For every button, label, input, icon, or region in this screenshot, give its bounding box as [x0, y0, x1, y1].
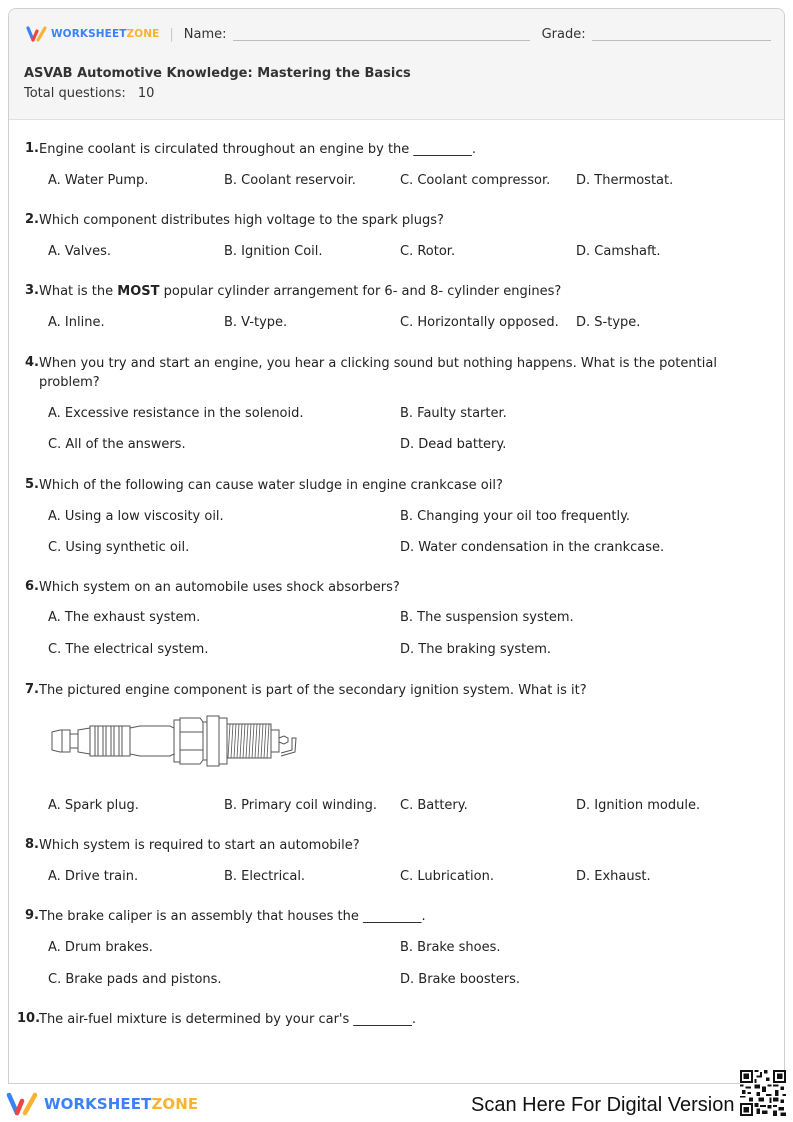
- option-b[interactable]: B. V-type.: [224, 315, 288, 330]
- option-c[interactable]: C. The electrical system.: [48, 642, 209, 657]
- header-row: [26, 26, 771, 42]
- option-a[interactable]: A. Spark plug.: [48, 798, 139, 813]
- option-c[interactable]: C. Rotor.: [400, 244, 456, 259]
- question-number: 5.: [25, 477, 39, 492]
- question-number: 1.: [25, 141, 39, 156]
- scan-for-digital-text: Scan Here For Digital Version: [471, 1094, 735, 1116]
- question-number: 3.: [25, 283, 39, 298]
- grade-field[interactable]: [592, 27, 771, 41]
- brand-part1: WORKSHEET: [44, 1095, 152, 1113]
- option-c[interactable]: C. Lubrication.: [400, 869, 494, 884]
- option-a[interactable]: A. Using a low viscosity oil.: [48, 509, 224, 524]
- worksheet-header: [9, 9, 784, 120]
- option-a[interactable]: A. The exhaust system.: [48, 610, 201, 625]
- total-label: Total questions:: [24, 86, 126, 101]
- option-c[interactable]: C. Using synthetic oil.: [48, 540, 190, 555]
- option-d[interactable]: D. Dead battery.: [400, 437, 507, 452]
- option-c[interactable]: C. All of the answers.: [48, 437, 186, 452]
- brand-part2: ZONE: [126, 28, 160, 40]
- question-number: 2.: [25, 212, 39, 227]
- option-d[interactable]: D. Brake boosters.: [400, 972, 520, 987]
- question-text: Which system on an automobile uses shock absorbers?: [39, 580, 400, 595]
- question-number: 8.: [25, 837, 39, 852]
- name-label: Name:: [183, 26, 227, 42]
- option-b[interactable]: B. Faulty starter.: [400, 406, 507, 421]
- worksheet-title: ASVAB Automotive Knowledge: Mastering the Basics: [24, 66, 411, 81]
- option-b[interactable]: B. Brake shoes.: [400, 940, 501, 955]
- question-text-post: popular cylinder arrangement for 6- and 8- cylinder engines?: [159, 284, 562, 299]
- brand-part1: WORKSHEET: [51, 28, 127, 40]
- worksheet-zone-logo-icon: [6, 1092, 40, 1116]
- option-a[interactable]: A. Water Pump.: [48, 173, 149, 188]
- option-d[interactable]: D. The braking system.: [400, 642, 552, 657]
- option-a[interactable]: A. Inline.: [48, 315, 105, 330]
- question-text: The pictured engine component is part of the secondary ignition system. What is it?: [39, 683, 587, 698]
- question-text-pre: What is the: [39, 284, 118, 299]
- option-c[interactable]: C. Horizontally opposed.: [400, 315, 559, 330]
- option-d[interactable]: D. Camshaft.: [576, 244, 661, 259]
- option-d[interactable]: D. Water condensation in the crankcase.: [400, 540, 665, 555]
- spark-plug-image: [40, 706, 305, 776]
- option-b[interactable]: B. Changing your oil too frequently.: [400, 509, 631, 524]
- question-number: 9.: [25, 908, 39, 923]
- question-text: Which of the following can cause water sludge in engine crankcase oil?: [39, 478, 503, 493]
- option-a[interactable]: A. Excessive resistance in the solenoid.: [48, 406, 304, 421]
- total-value: 10: [137, 86, 155, 101]
- option-a[interactable]: A. Drive train.: [48, 869, 139, 884]
- option-c[interactable]: C. Battery.: [400, 798, 468, 813]
- brand-name: [51, 28, 159, 40]
- question-text-emphasis: MOST: [117, 284, 160, 299]
- qr-code-icon[interactable]: [740, 1070, 786, 1116]
- brand-part2: ZONE: [151, 1095, 199, 1113]
- option-a[interactable]: A. Valves.: [48, 244, 111, 259]
- worksheet-zone-logo-icon: [26, 26, 48, 42]
- option-a[interactable]: A. Drum brakes.: [48, 940, 153, 955]
- question-text: Engine coolant is circulated throughout an engine by the _________.: [39, 142, 477, 157]
- question-text: [39, 282, 719, 301]
- option-c[interactable]: C. Brake pads and pistons.: [48, 972, 222, 987]
- option-d[interactable]: D. S-type.: [576, 315, 641, 330]
- question-number: 10.: [17, 1011, 41, 1026]
- question-number: 7.: [25, 682, 39, 697]
- question-text: Which component distributes high voltage to the spark plugs?: [39, 213, 444, 228]
- question-text: Which system is required to start an automobile?: [39, 838, 360, 853]
- option-b[interactable]: B. Electrical.: [224, 869, 306, 884]
- brand-name: [44, 1095, 198, 1113]
- question-number: 4.: [25, 355, 39, 370]
- option-d[interactable]: D. Ignition module.: [576, 798, 701, 813]
- option-b[interactable]: B. Primary coil winding.: [224, 798, 377, 813]
- option-d[interactable]: D. Thermostat.: [576, 173, 674, 188]
- total-questions: [24, 86, 154, 101]
- question-number: 6.: [25, 579, 39, 594]
- divider: |: [169, 26, 174, 42]
- brand-logo[interactable]: [26, 26, 159, 42]
- option-c[interactable]: C. Coolant compressor.: [400, 173, 551, 188]
- question-text: The brake caliper is an assembly that houses the _________.: [39, 909, 426, 924]
- question-text: When you try and start an engine, you hear a clicking sound but nothing happens. What is the potential problem?: [39, 356, 717, 390]
- option-b[interactable]: B. Coolant reservoir.: [224, 173, 356, 188]
- question-text: The air-fuel mixture is determined by your car's _________.: [39, 1012, 417, 1027]
- option-b[interactable]: B. Ignition Coil.: [224, 244, 323, 259]
- option-d[interactable]: D. Exhaust.: [576, 869, 651, 884]
- option-b[interactable]: B. The suspension system.: [400, 610, 574, 625]
- grade-label: Grade:: [541, 26, 586, 42]
- name-field[interactable]: [233, 27, 530, 41]
- footer-brand-logo[interactable]: [6, 1092, 198, 1116]
